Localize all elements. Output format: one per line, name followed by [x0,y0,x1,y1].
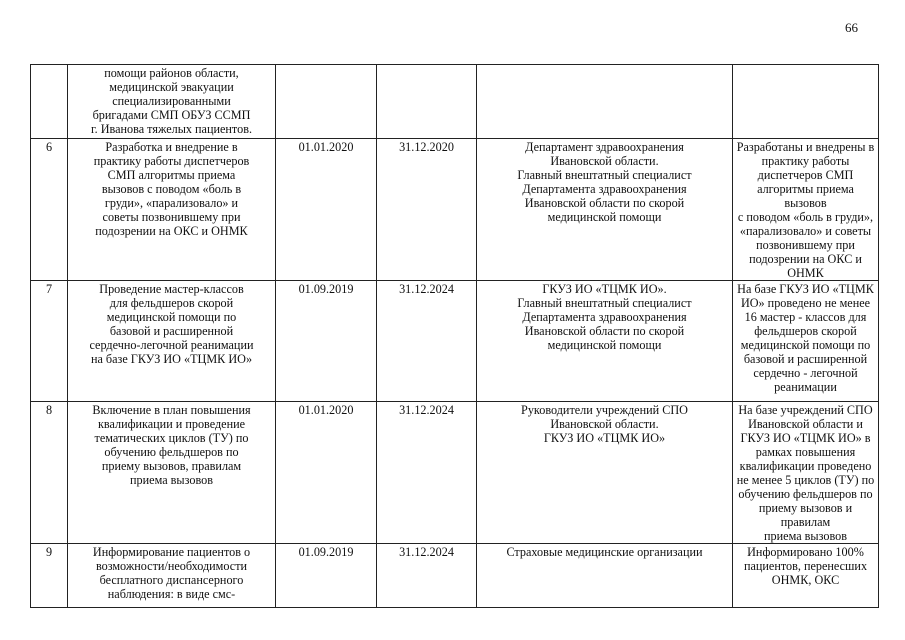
table-row [31,139,879,281]
activity-cell: Включение в план повышения квалификации и проведение тематических циклов (ТУ) по обучению фельдшеров по приему вызовов, правилам приема вызовов [68,402,276,544]
result-cell: На базе учреждений СПО Ивановской области и ГКУЗ ИО «ТЦМК ИО» в рамках повышения квалификации проведено не менее 5 циклов (ТУ) по обучению фельдшеров по приему вызовов и правилам приема вызовов [733,402,879,544]
table-row [31,544,879,608]
end-date-cell: 31.12.2024 [377,281,477,402]
row-number: 9 [31,544,68,608]
responsible-cell: ГКУЗ ИО «ТЦМК ИО». Главный внештатный специалист Департамента здравоохранения Ивановской области по скорой медицинской помощи [477,281,733,402]
responsible-cell: Страховые медицинские организации [477,544,733,608]
responsible-cell [477,65,733,139]
result-cell: Разработаны и внедрены в практику работы диспетчеров СМП алгоритмы приема вызовов с поводом «боль в груди», «парализовало» и советы позвонившему при подозрении на ОКС и ОНМК [733,139,879,281]
responsible-cell: Руководители учреждений СПО Ивановской области. ГКУЗ ИО «ТЦМК ИО» [477,402,733,544]
result-cell: На базе ГКУЗ ИО «ТЦМК ИО» проведено не менее 16 мастер - классов для фельдшеров скорой медицинской помощи по базовой и расширенной сердечно - легочной реанимации [733,281,879,402]
action-plan-table [30,64,879,608]
end-date-cell: 31.12.2020 [377,139,477,281]
start-date-cell: 01.09.2019 [276,281,377,402]
row-number [31,65,68,139]
result-cell [733,65,879,139]
table-row [31,402,879,544]
activity-cell: Проведение мастер-классов для фельдшеров скорой медицинской помощи по базовой и расширенной сердечно-легочной реанимации на базе ГКУЗ ИО «ТЦМК ИО» [68,281,276,402]
activity-cell: помощи районов области, медицинской эвакуации специализированными бригадами СМП ОБУЗ ССМП г. Иванова тяжелых пациентов. [68,65,276,139]
start-date-cell [276,65,377,139]
start-date-cell: 01.09.2019 [276,544,377,608]
end-date-cell: 31.12.2024 [377,544,477,608]
result-cell: Информировано 100% пациентов, перенесших ОНМК, ОКС [733,544,879,608]
end-date-cell: 31.12.2024 [377,402,477,544]
start-date-cell: 01.01.2020 [276,139,377,281]
page-number: 66 [845,20,858,35]
row-number: 8 [31,402,68,544]
row-number: 7 [31,281,68,402]
table-row [31,281,879,402]
row-number: 6 [31,139,68,281]
activity-cell: Информирование пациентов о возможности/необходимости бесплатного диспансерного наблюдения: в виде смс- [68,544,276,608]
activity-cell: Разработка и внедрение в практику работы диспетчеров СМП алгоритмы приема вызовов с поводом «боль в груди», «парализовало» и советы позвонившему при подозрении на ОКС и ОНМК [68,139,276,281]
start-date-cell: 01.01.2020 [276,402,377,544]
end-date-cell [377,65,477,139]
table-row [31,65,879,139]
responsible-cell: Департамент здравоохранения Ивановской области. Главный внештатный специалист Департамента здравоохранения Ивановской области по скорой медицинской помощи [477,139,733,281]
